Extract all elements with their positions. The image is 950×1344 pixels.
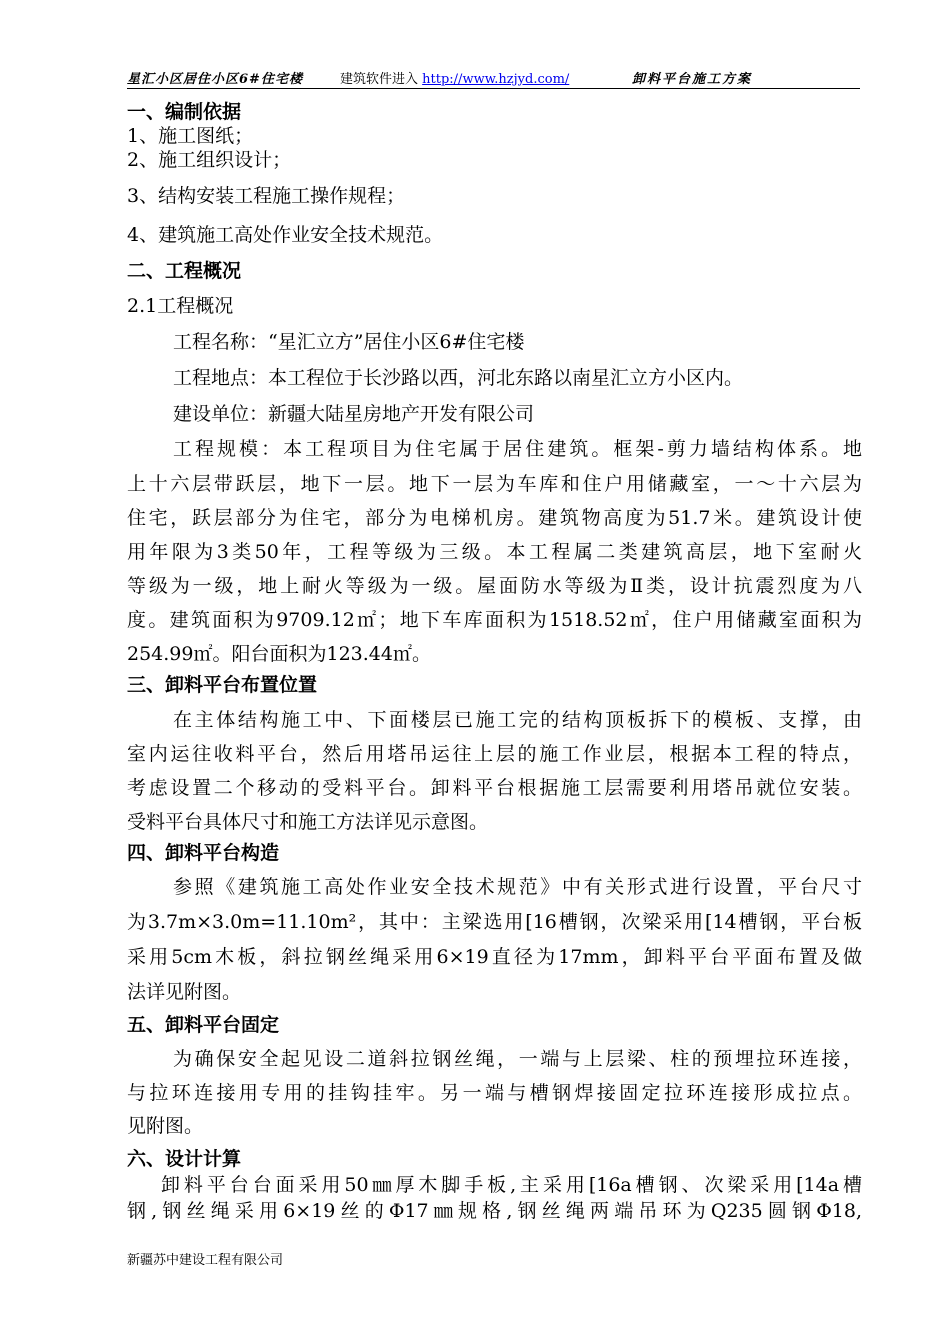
header-project: 星汇小区居住小区6#住宅楼 xyxy=(127,72,303,87)
s3-line-4: 受料平台具体尺寸和施工方法详见示意图。 xyxy=(127,811,489,833)
s5-line-3: 见附图。 xyxy=(127,1115,204,1137)
section-1-title: 一、编制依据 xyxy=(127,101,242,123)
s1-item-2: 2、施工组织设计； xyxy=(127,149,292,171)
s1-item-4: 4、建筑施工高处作业安全技术规范。 xyxy=(127,224,444,246)
header-doc-title: 卸料平台施工方案 xyxy=(631,72,752,87)
s3-line-2: 室内运往收料平台，然后用塔吊运往上层的施工作业层，根据本工程的特点， xyxy=(127,743,862,765)
s2-scale-line-3: 住宅，跃层部分为住宅，部分为电梯机房。建筑物高度为51.7米。建筑设计使 xyxy=(127,507,862,529)
s2-scale-line-1: 工程规模：本工程项目为住宅属于居住建筑。框架-剪力墙结构体系。地 xyxy=(173,438,862,460)
section-5-title: 五、卸料平台固定 xyxy=(127,1014,280,1036)
s5-line-2: 与拉环连接用专用的挂钩挂牢。另一端与槽钢焊接固定拉环连接形成拉点。 xyxy=(127,1082,862,1104)
section-2-title: 二、工程概况 xyxy=(127,260,242,282)
section-3-title: 三、卸料平台布置位置 xyxy=(127,674,318,696)
section-6-title: 六、设计计算 xyxy=(127,1148,242,1170)
s1-item-1: 1、施工图纸； xyxy=(127,125,254,147)
s6-line-2: 钢,钢丝绳采用6×19丝的Φ17㎜规格,钢丝绳两端吊环为Q235圆钢Φ18, xyxy=(127,1200,862,1222)
s4-line-3: 采用5cm木板，斜拉钢丝绳采用6×19直径为17mm，卸料平台平面布置及做 xyxy=(127,946,862,968)
s4-line-4: 法详见附图。 xyxy=(127,981,242,1003)
s4-line-1: 参照《建筑施工高处作业安全技术规范》中有关形式进行设置，平台尺寸 xyxy=(173,876,862,898)
s3-line-1: 在主体结构施工中、下面楼层已施工完的结构顶板拆下的模板、支撑，由 xyxy=(173,709,862,731)
page-header xyxy=(127,66,860,88)
header-link-group xyxy=(340,68,569,87)
page-footer: 新疆苏中建设工程有限公司 xyxy=(127,1253,284,1268)
s1-item-3: 3、结构安装工程施工操作规程； xyxy=(127,185,406,207)
header-link[interactable]: http://www.hzjyd.com/ xyxy=(422,72,570,87)
header-rule xyxy=(127,88,860,89)
s2-project-owner: 建设单位：新疆大陆星房地产开发有限公司 xyxy=(173,403,535,425)
s6-line-1: 卸料平台台面采用50㎜厚木脚手板,主采用[16a槽钢、次梁采用[14a槽 xyxy=(161,1174,862,1196)
s3-line-3: 考虑设置二个移动的受料平台。卸料平台根据施工层需要利用塔吊就位安装。 xyxy=(127,777,862,799)
s2-scale-line-6: 度。建筑面积为9709.12㎡；地下车库面积为1518.52㎡，住户用储藏室面积为 xyxy=(127,609,862,631)
s2-scale-line-2: 上十六层带跃层，地下一层。地下一层为车库和住户用储藏室，一～十六层为 xyxy=(127,473,862,495)
s2-project-location: 工程地点：本工程位于长沙路以西，河北东路以南星汇立方小区内。 xyxy=(173,367,744,389)
s2-subtitle: 2.1工程概况 xyxy=(127,295,234,317)
s4-line-2: 为3.7m×3.0m=11.10m²，其中：主梁选用[16槽钢，次梁采用[14槽钢，平台板 xyxy=(127,911,862,933)
s5-line-1: 为确保安全起见设二道斜拉钢丝绳，一端与上层梁、柱的预埋拉环连接， xyxy=(173,1048,862,1070)
header-link-prefix: 建筑软件进入 xyxy=(340,72,419,87)
s2-project-name: 工程名称：“星汇立方”居住小区6#住宅楼 xyxy=(173,331,525,353)
s2-scale-line-7: 254.99㎡。阳台面积为123.44㎡。 xyxy=(127,643,431,665)
s2-scale-line-5: 等级为一级，地上耐火等级为一级。屋面防水等级为Ⅱ类，设计抗震烈度为八 xyxy=(127,575,862,597)
section-4-title: 四、卸料平台构造 xyxy=(127,842,280,864)
s2-scale-line-4: 用年限为3类50年，工程等级为三级。本工程属二类建筑高层，地下室耐火 xyxy=(127,541,862,563)
